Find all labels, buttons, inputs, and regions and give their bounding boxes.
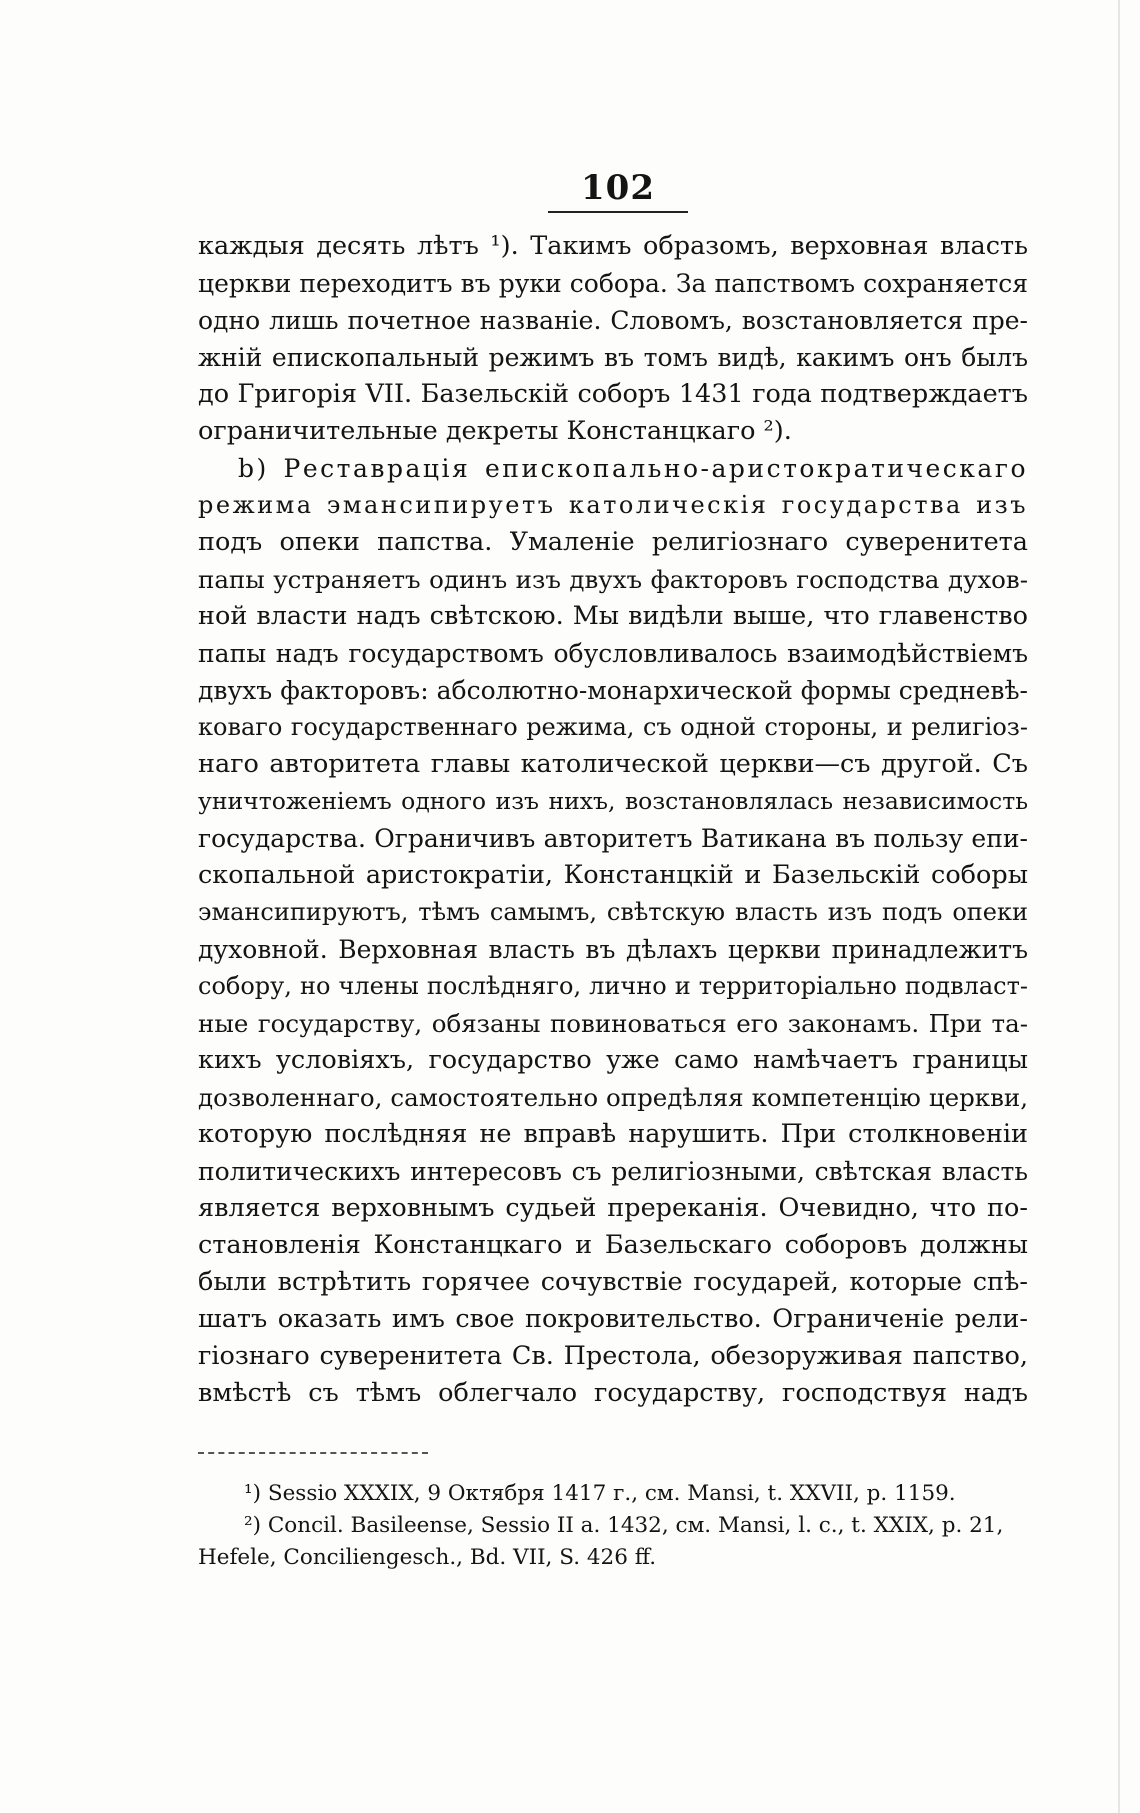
footnote-2: ²) Concil. Basileense, Sessio II a. 1432, см. Mansi, l. c., t. XXIX, p. 21, (244, 1513, 1004, 1538)
text-line: ной власти надъ свѣтскою. Мы видѣли выше, что главенство (198, 601, 1028, 631)
text-line: подъ опеки папства. Умаленіе религіознаго суверенитета (198, 527, 1028, 557)
text-line: папы устраняетъ одинъ изъ двухъ факторовъ господства духов- (198, 565, 1028, 594)
text-line: уничтоженіемъ одного изъ нихъ, возстановлялась независимость (198, 787, 1028, 815)
text-line: становленія Констанцкаго и Базельскаго соборовъ должны (198, 1230, 1028, 1260)
footnote-2-continuation: Hefele, Conciliengesch., Bd. VII, S. 426 ff. (198, 1545, 657, 1570)
text-line: дозволеннаго, самостоятельно опредѣляя компетенцію церкви, (198, 1083, 1028, 1112)
text-line: является верховнымъ судьей пререканія. Очевидно, что по- (198, 1193, 1028, 1223)
text-line: кихъ условіяхъ, государство уже само намѣчаетъ границы (198, 1045, 1028, 1075)
footnote-divider (198, 1452, 428, 1454)
footnote-1: ¹) Sessio XXXIX, 9 Октября 1417 г., см. Mansi, t. XXVII, p. 1159. (244, 1481, 956, 1506)
text-line: эмансипируютъ, тѣмъ самымъ, свѣтскую власть изъ подъ опеки (198, 898, 1028, 926)
text-line: собору, но члены послѣдняго, лично и территоріально подвласт- (198, 972, 1028, 1000)
text-line: до Григорія VII. Базельскій соборъ 1431 года подтверждаетъ (198, 379, 1028, 409)
text-line: наго авторитета главы католической церкви—съ другой. Съ (198, 749, 1028, 779)
text-line: вмѣстѣ съ тѣмъ облегчало государству, господствуя надъ (198, 1378, 1028, 1408)
body-text (198, 228, 1028, 1412)
text-line: шатъ оказать имъ свое покровительство. Ограниченіе рели- (198, 1304, 1028, 1334)
text-line: гіознаго суверенитета Св. Престола, обезоруживая папство, (198, 1341, 1028, 1371)
text-line: ные государству, обязаны повиноваться его законамъ. При та- (198, 1009, 1028, 1038)
text-line: ограничительные декреты Констанцкаго ²). (198, 416, 792, 446)
text-line: жній епископальный режимъ въ томъ видѣ, какимъ онъ былъ (198, 343, 1028, 372)
scan-edge (1118, 0, 1120, 1813)
text-line: скопальной аристократіи, Констанцкій и Базельскій соборы (198, 860, 1028, 890)
section-heading-line: b) Реставрація епископально-аристократическаго (238, 454, 1028, 483)
page-number-rule (548, 211, 688, 213)
page-number: 102 (581, 168, 655, 208)
footnotes (198, 1478, 1028, 1574)
text-line: режима эмансипируетъ католическія государства изъ (198, 491, 1028, 519)
text-line: двухъ факторовъ: абсолютно-монархической формы средневѣ- (198, 676, 1028, 705)
text-line: папы надъ государствомъ обусловливалось взаимодѣйствіемъ (198, 639, 1028, 668)
text-line: церкви переходитъ въ руки собора. За папствомъ сохраняется (198, 269, 1028, 298)
text-line: каждыя десять лѣтъ ¹). Такимъ образомъ, верховная власть (198, 231, 1028, 261)
text-line: одно лишь почетное названіе. Словомъ, возстановляется пре- (198, 306, 1028, 335)
text-line: политическихъ интересовъ съ религіозными, свѣтская власть (198, 1157, 1028, 1186)
text-line: были встрѣтить горячее сочувствіе государей, которые спѣ- (198, 1267, 1028, 1297)
text-line: духовной. Верховная власть въ дѣлахъ церкви принадлежитъ (198, 935, 1028, 964)
text-line: которую послѣдняя не вправѣ нарушить. При столкновеніи (198, 1119, 1028, 1149)
text-line: коваго государственнаго режима, съ одной стороны, и религіоз- (198, 713, 1028, 741)
text-line: государства. Ограничивъ авторитетъ Ватикана въ пользу епи- (198, 824, 1028, 853)
